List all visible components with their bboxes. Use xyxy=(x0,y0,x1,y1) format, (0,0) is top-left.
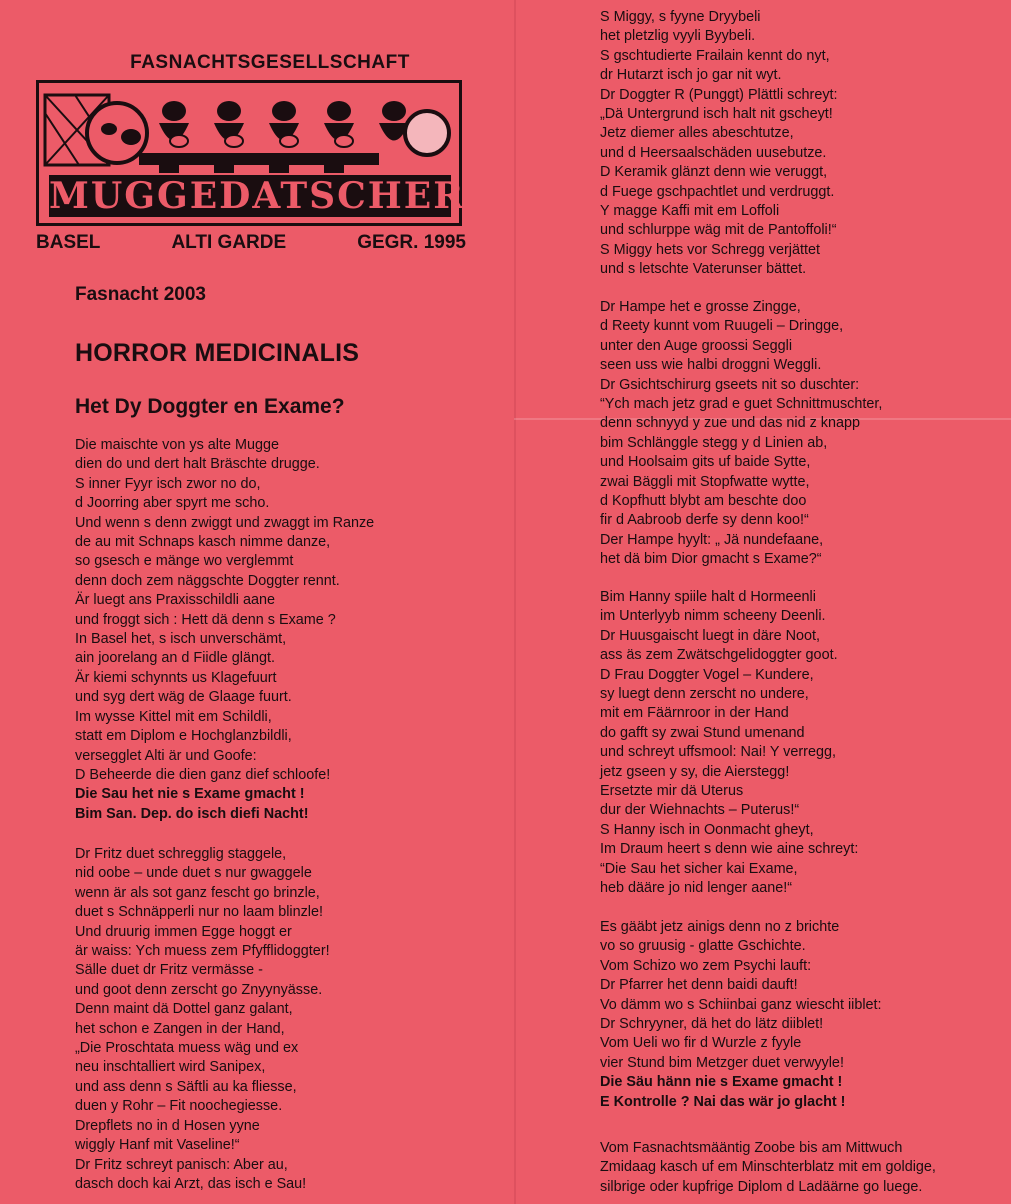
poem-line: Dr Fritz duet schregglig staggele, xyxy=(75,846,287,862)
poem-line: und d Heersaalschäden uusebutze. xyxy=(600,144,827,161)
poem-line: sy luegt denn zerscht no undere, xyxy=(600,686,809,703)
poem-line: im Unterlyyb nimm scheeny Deenli. xyxy=(600,608,826,625)
poem-line: Är luegt ans Praxisschildli aane xyxy=(75,592,275,609)
poem-line: und schlurppe wäg mit de Pantoffoli!“ xyxy=(600,222,837,239)
poem-line: Dr Pfarrer het denn baidi dauft! xyxy=(600,977,798,994)
poem-line: fir d Aabroob derfe sy denn koo!“ xyxy=(600,512,809,529)
poem-line: und schreyt uffsmool: Nai! Y verregg, xyxy=(600,744,836,761)
poem-line: d Reety kunnt vom Ruugeli – Dringge, xyxy=(600,318,844,335)
poem-line: “Ych mach jetz grad e guet Schnittmuschter, xyxy=(600,396,883,413)
poem-line: unter den Auge groossi Seggli xyxy=(600,337,793,354)
poem-line: Bim San. Dep. do isch diefi Nacht! xyxy=(75,805,309,822)
poem-line: bim Schlänggle stegg y d Linien ab, xyxy=(600,434,828,451)
poem-line: wiggly Hanf mit Vaseline!“ xyxy=(75,1137,240,1154)
poem-line: d Kopfhutt blybt am beschte doo xyxy=(600,493,807,510)
poem-line: Die maischte von ys alte Mugge xyxy=(75,437,279,453)
poem-line: S Miggy hets vor Schregg verjättet xyxy=(600,241,820,258)
poem-line: Dr Schryyner, dä het do lätz diiblet! xyxy=(600,1016,824,1033)
closing-note xyxy=(600,1139,936,1197)
poem-line: In Basel het, s isch unverschämt, xyxy=(75,631,287,648)
poem-line: versegglet Alti är und Goofe: xyxy=(75,747,257,764)
poem-line: Vom Ueli wo fir d Wurzle z fyyle xyxy=(600,1035,802,1052)
logo-city: BASEL xyxy=(36,232,101,253)
poem-line: Im wysse Kittel mit em Schildli, xyxy=(75,708,272,725)
poem-line: denn schnyyd y zue und das nid z knapp xyxy=(600,415,861,432)
poem-line: statt em Diplom e Hochglanzbildli, xyxy=(75,728,292,745)
poem-line: D Keramik glänzt denn wie veruggt, xyxy=(600,164,828,181)
poem-line: S Miggy, s fyyne Dryybeli xyxy=(600,9,761,25)
poem-line: so gsesch e mänge wo verglemmt xyxy=(75,553,294,570)
poem-line: und goot denn zerscht go Znyynyässe. xyxy=(75,981,323,998)
poem-line: S gschtudierte Frailain kennt do nyt, xyxy=(600,47,830,64)
poem-line: Vom Fasnachtsmääntig Zoobe bis am Mittwuch xyxy=(600,1140,903,1156)
poem-line: S inner Fyyr isch zwor no do, xyxy=(75,475,261,492)
poem-line: Vom Schizo wo zem Psychi lauft: xyxy=(600,957,812,974)
logo-bottom-line xyxy=(30,232,466,254)
poem-line: jetz gseen y sy, die Aierstegg! xyxy=(600,763,790,780)
poem-line: Jetz diemer alles abeschtutze, xyxy=(600,125,794,142)
poem-line: duen y Rohr – Fit noochegiesse. xyxy=(75,1098,283,1115)
poem-line: nid oobe – unde duet s nur gwaggele xyxy=(75,865,312,882)
poem-line: „Dä Untergrund isch halt nit gscheyt! xyxy=(600,106,833,123)
poem-stanza xyxy=(600,588,858,899)
poem-line: und froggt sich : Hett dä denn s Exame ? xyxy=(75,611,336,628)
logo-top-text: FASNACHTSGESELLSCHAFT xyxy=(130,52,410,73)
poem-line: und Hoolsaim gits uf baide Sytte, xyxy=(600,454,811,471)
poem-line: Sälle duet dr Fritz vermässe - xyxy=(75,962,263,979)
poem-stanza xyxy=(75,436,374,824)
poem-line: de au mit Schnaps kasch nimme danze, xyxy=(75,534,331,551)
poem-line: und ass denn s Säftli au ka fliesse, xyxy=(75,1078,297,1095)
page-title: HORROR MEDICINALIS xyxy=(75,339,360,367)
poem-line: d Fuege gschpachtlet und verdruggt. xyxy=(600,183,835,200)
poem-line: neu inschtalliert wird Sanipex, xyxy=(75,1059,266,1076)
poem-line: Är kiemi schynnts us Klagefuurt xyxy=(75,669,277,686)
poem-line: Ersetzte mir dä Uterus xyxy=(600,783,744,800)
poem-line: Bim Hanny spiile halt d Hormeenli xyxy=(600,589,816,605)
poem-line: D Frau Doggter Vogel – Kundere, xyxy=(600,666,814,683)
poem-line: Und wenn s denn zwiggt und zwaggt im Ranze xyxy=(75,514,375,531)
poem-line: vo so gruusig - glatte Gschichte. xyxy=(600,938,806,955)
poem-line: D Beheerde die dien ganz dief schloofe! xyxy=(75,766,331,783)
logo-group: ALTI GARDE xyxy=(171,232,287,253)
poem-line: dasch doch kai Arzt, das isch e Sau! xyxy=(75,1175,307,1192)
poem-line: ass äs zem Zwätschgelidoggter goot. xyxy=(600,647,838,664)
poem-line: het schon e Zangen in der Hand, xyxy=(75,1020,285,1037)
poem-line: dr Hutarzt isch jo gar nit wyt. xyxy=(600,67,782,84)
poem-line: „Die Proschtata muess wäg und ex xyxy=(75,1040,299,1057)
poem-line: denn doch zem näggschte Doggter rennt. xyxy=(75,572,340,589)
poem-line: do gafft sy zwai Stund umenand xyxy=(600,724,805,741)
poem-line: Dr Hampe het e grosse Zingge, xyxy=(600,299,801,315)
poem-line: wenn är als sot ganz fescht go brinzle, xyxy=(75,884,320,901)
poem-line: d Joorring aber spyrt me scho. xyxy=(75,495,270,512)
poem-line: dien do und dert halt Bräschte drugge. xyxy=(75,456,320,473)
poem-stanza xyxy=(75,845,330,1194)
poem-line: Y magge Kaffi mit em Loffoli xyxy=(600,203,780,220)
poem-line: Der Hampe hyylt: „ Jä nundefaane, xyxy=(600,531,824,548)
poem-stanza xyxy=(600,918,882,1112)
poem-line: Im Draum heert s denn wie aine schreyt: xyxy=(600,841,859,858)
poem-line: het dä bim Dior gmacht s Exame?“ xyxy=(600,551,822,568)
poem-line: Zmidaag kasch uf em Minschterblatz mit em goldige, xyxy=(600,1159,936,1176)
poem-line: Die Säu hänn nie s Exame gmacht ! xyxy=(600,1074,843,1091)
poem-line: und s letschte Vaterunser bättet. xyxy=(600,261,807,278)
fold-line xyxy=(514,0,516,1204)
poem-line: Es gääbt jetz ainigs denn no z brichte xyxy=(600,919,840,935)
poem-line: zwai Bäggli mit Stopfwatte wytte, xyxy=(600,473,810,490)
poem-line: seen uss wie halbi droggni Weggli. xyxy=(600,357,822,374)
poem-line: Drepflets no in d Hosen yyne xyxy=(75,1117,260,1134)
poem-line: är waiss: Ych muess zem Pfyfflidoggter! xyxy=(75,943,330,960)
poem-line: E Kontrolle ? Nai das wär jo glacht ! xyxy=(600,1093,846,1110)
poem-line: “Die Sau het sicher kai Exame, xyxy=(600,860,798,877)
poem-line: S Hanny isch in Oonmacht gheyt, xyxy=(600,821,814,838)
poem-stanza xyxy=(600,298,882,570)
logo-wordmark: MUGGEDATSCHER xyxy=(49,175,466,217)
poem-line: und syg dert wäg de Glaage fuurt. xyxy=(75,689,292,706)
poem-line: dur der Wiehnachts – Puterus!“ xyxy=(600,802,800,819)
club-logo xyxy=(30,52,470,254)
poem-stanza xyxy=(600,8,838,280)
poem-line: Dr Fritz schreyt panisch: Aber au, xyxy=(75,1156,288,1173)
poem-line: Vo dämm wo s Schiinbai ganz wiescht iiblet: xyxy=(600,996,882,1013)
poem-line: vier Stund bim Metzger duet verwyyle! xyxy=(600,1054,844,1071)
poem-line: Die Sau het nie s Exame gmacht ! xyxy=(75,786,305,803)
poem-line: Dr Doggter R (Punggt) Plättli schreyt: xyxy=(600,86,838,103)
poem-line: mit em Fäärnroor in der Hand xyxy=(600,705,789,722)
event-year: Fasnacht 2003 xyxy=(75,284,206,305)
poem-line: Denn maint dä Dottel ganz galant, xyxy=(75,1001,293,1018)
poem-line: ain joorelang an d Fiidle glängt. xyxy=(75,650,276,667)
logo-founded: GEGR. 1995 xyxy=(357,232,466,253)
poem-line: Dr Huusgaischt luegt in däre Noot, xyxy=(600,627,820,644)
poem-line: het pletzlig vyyli Byybeli. xyxy=(600,28,756,45)
page-subtitle: Het Dy Doggter en Exame? xyxy=(75,395,345,418)
poem-line: silbrige oder kupfrige Diplom d Ladäärne go luege. xyxy=(600,1178,923,1195)
poem-line: Und druurig immen Egge hoggt er xyxy=(75,923,292,940)
poem-line: heb dääre jo nid lenger aane!“ xyxy=(600,880,793,897)
poem-line: Dr Gsichtschirurg gseets nit so duschter: xyxy=(600,376,860,393)
poem-line: duet s Schnäpperli nur no laam blinzle! xyxy=(75,904,323,921)
logo-emblem xyxy=(36,80,466,226)
